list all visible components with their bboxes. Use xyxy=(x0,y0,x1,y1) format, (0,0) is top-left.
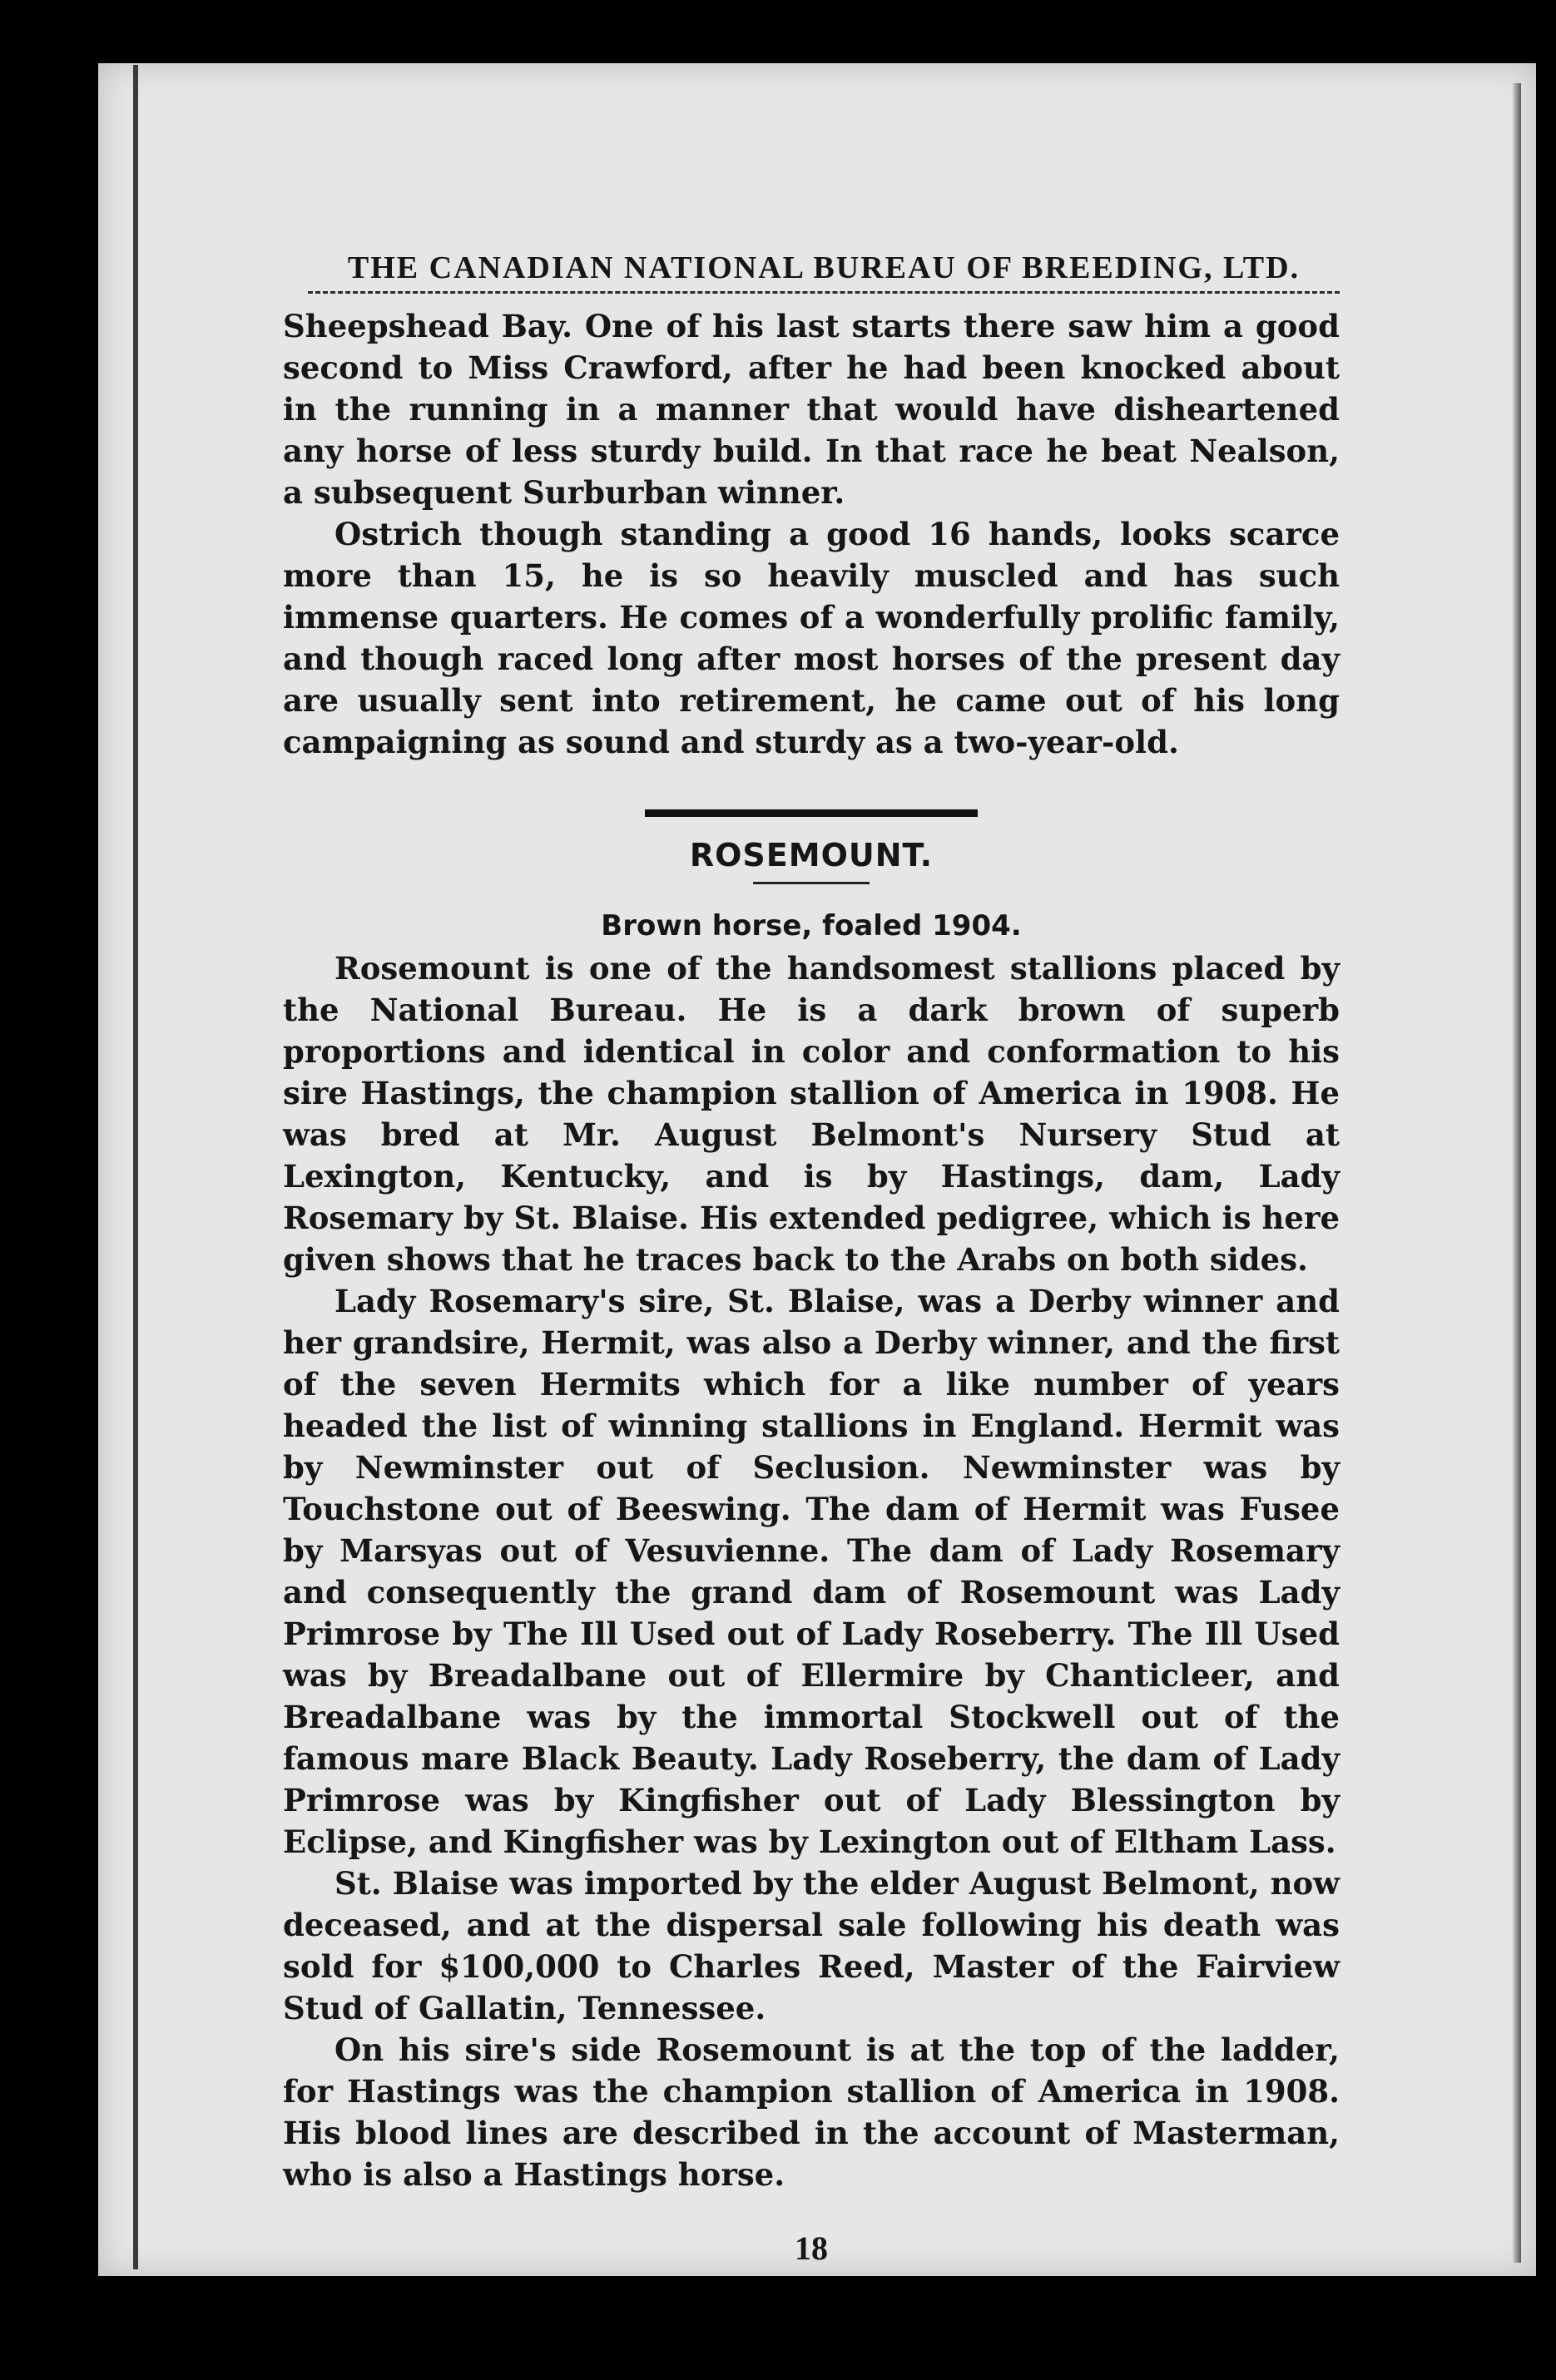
running-head: THE CANADIAN NATIONAL BUREAU OF BREEDING, LTD. xyxy=(347,250,1301,285)
paragraph-lady-rosemary: Lady Rosemary's sire, St. Blaise, was a Derby winner and her grandsire, Hermit, was also a Derby winner, and the first of the seven Hermits which for a like number of years headed the list of winning stallions in England. Hermit was by Newminster out of Seclusion. Newminster was by Touchstone out of Beeswing. The dam of Hermit was Fusee by Marsyas out of Vesuvienne. The dam of Lady Rosemary and consequently the grand dam of Rosemount was Lady Primrose by The Ill Used out of Lady Roseberry. The Ill Used was by Breadalbane out of Ellermire by Chanticleer, and Breadalbane was by the immortal Stockwell out of the famous mare Black Beauty. Lady Roseberry, the dam of Lady Primrose was by Kingfisher out of Lady Blessington by Eclipse, and Kingfisher was by Lexington out of Eltham Lass. xyxy=(283,1283,1340,1860)
section-title: ROSEMOUNT. xyxy=(689,837,934,873)
paragraph-rosemount-intro: Rosemount is one of the handsomest stallions placed by the National Bureau. He is a dark brown of superb proportions and identical in color and conformation to his sire Hastings, the champion stallion of America in 1908. He was bred at Mr. August Belmont's Nursery Stud at Lexington, Kentucky, and is by Hastings, dam, Lady Rosemary by St. Blaise. His extended pedigree, which is here given shows that he traces back to the Arabs on both sides. xyxy=(283,950,1340,1278)
section-divider-thick xyxy=(645,809,978,817)
paragraph-ostrich: Ostrich though standing a good 16 hands, looks scarce more than 15, he is so heavily muscled and has such immense quarters. He comes of a wonderfully prolific family, and though raced long after most horses of the present day are usually sent into retirement, he came out of his long campaigning as sound and sturdy as a two-year-old. xyxy=(283,516,1340,760)
page-binding-edge xyxy=(133,65,138,2269)
running-head-rule xyxy=(308,291,1340,294)
paragraph-st-blaise: St. Blaise was imported by the elder August Belmont, now deceased, and at the dispersal sale following his death was sold for $100,000 to Charles Reed, Master of the Fairview Stud of Gallatin, Tennessee. xyxy=(283,1865,1340,2026)
paragraph-sheepshead-bay: Sheepshead Bay. One of his last starts there saw him a good second to Miss Crawford, after he had been knocked about in the running in a manner that would have disheartened any horse of less sturdy build. In that race he beat Nealson, a subsequent Surburban winner. xyxy=(283,308,1340,511)
page-content xyxy=(283,250,1340,2268)
page-number: 18 xyxy=(795,2229,828,2267)
section-subtitle: Brown horse, foaled 1904. xyxy=(601,909,1022,943)
paragraph-sire-side: On his sire's side Rosemount is at the top of the ladder, for Hastings was the champion stallion of America in 1908. His blood lines are described in the account of Masterman, who is also a Hastings horse. xyxy=(283,2031,1340,2193)
section-divider-thin xyxy=(753,882,870,884)
page-right-edge xyxy=(1513,83,1521,2263)
